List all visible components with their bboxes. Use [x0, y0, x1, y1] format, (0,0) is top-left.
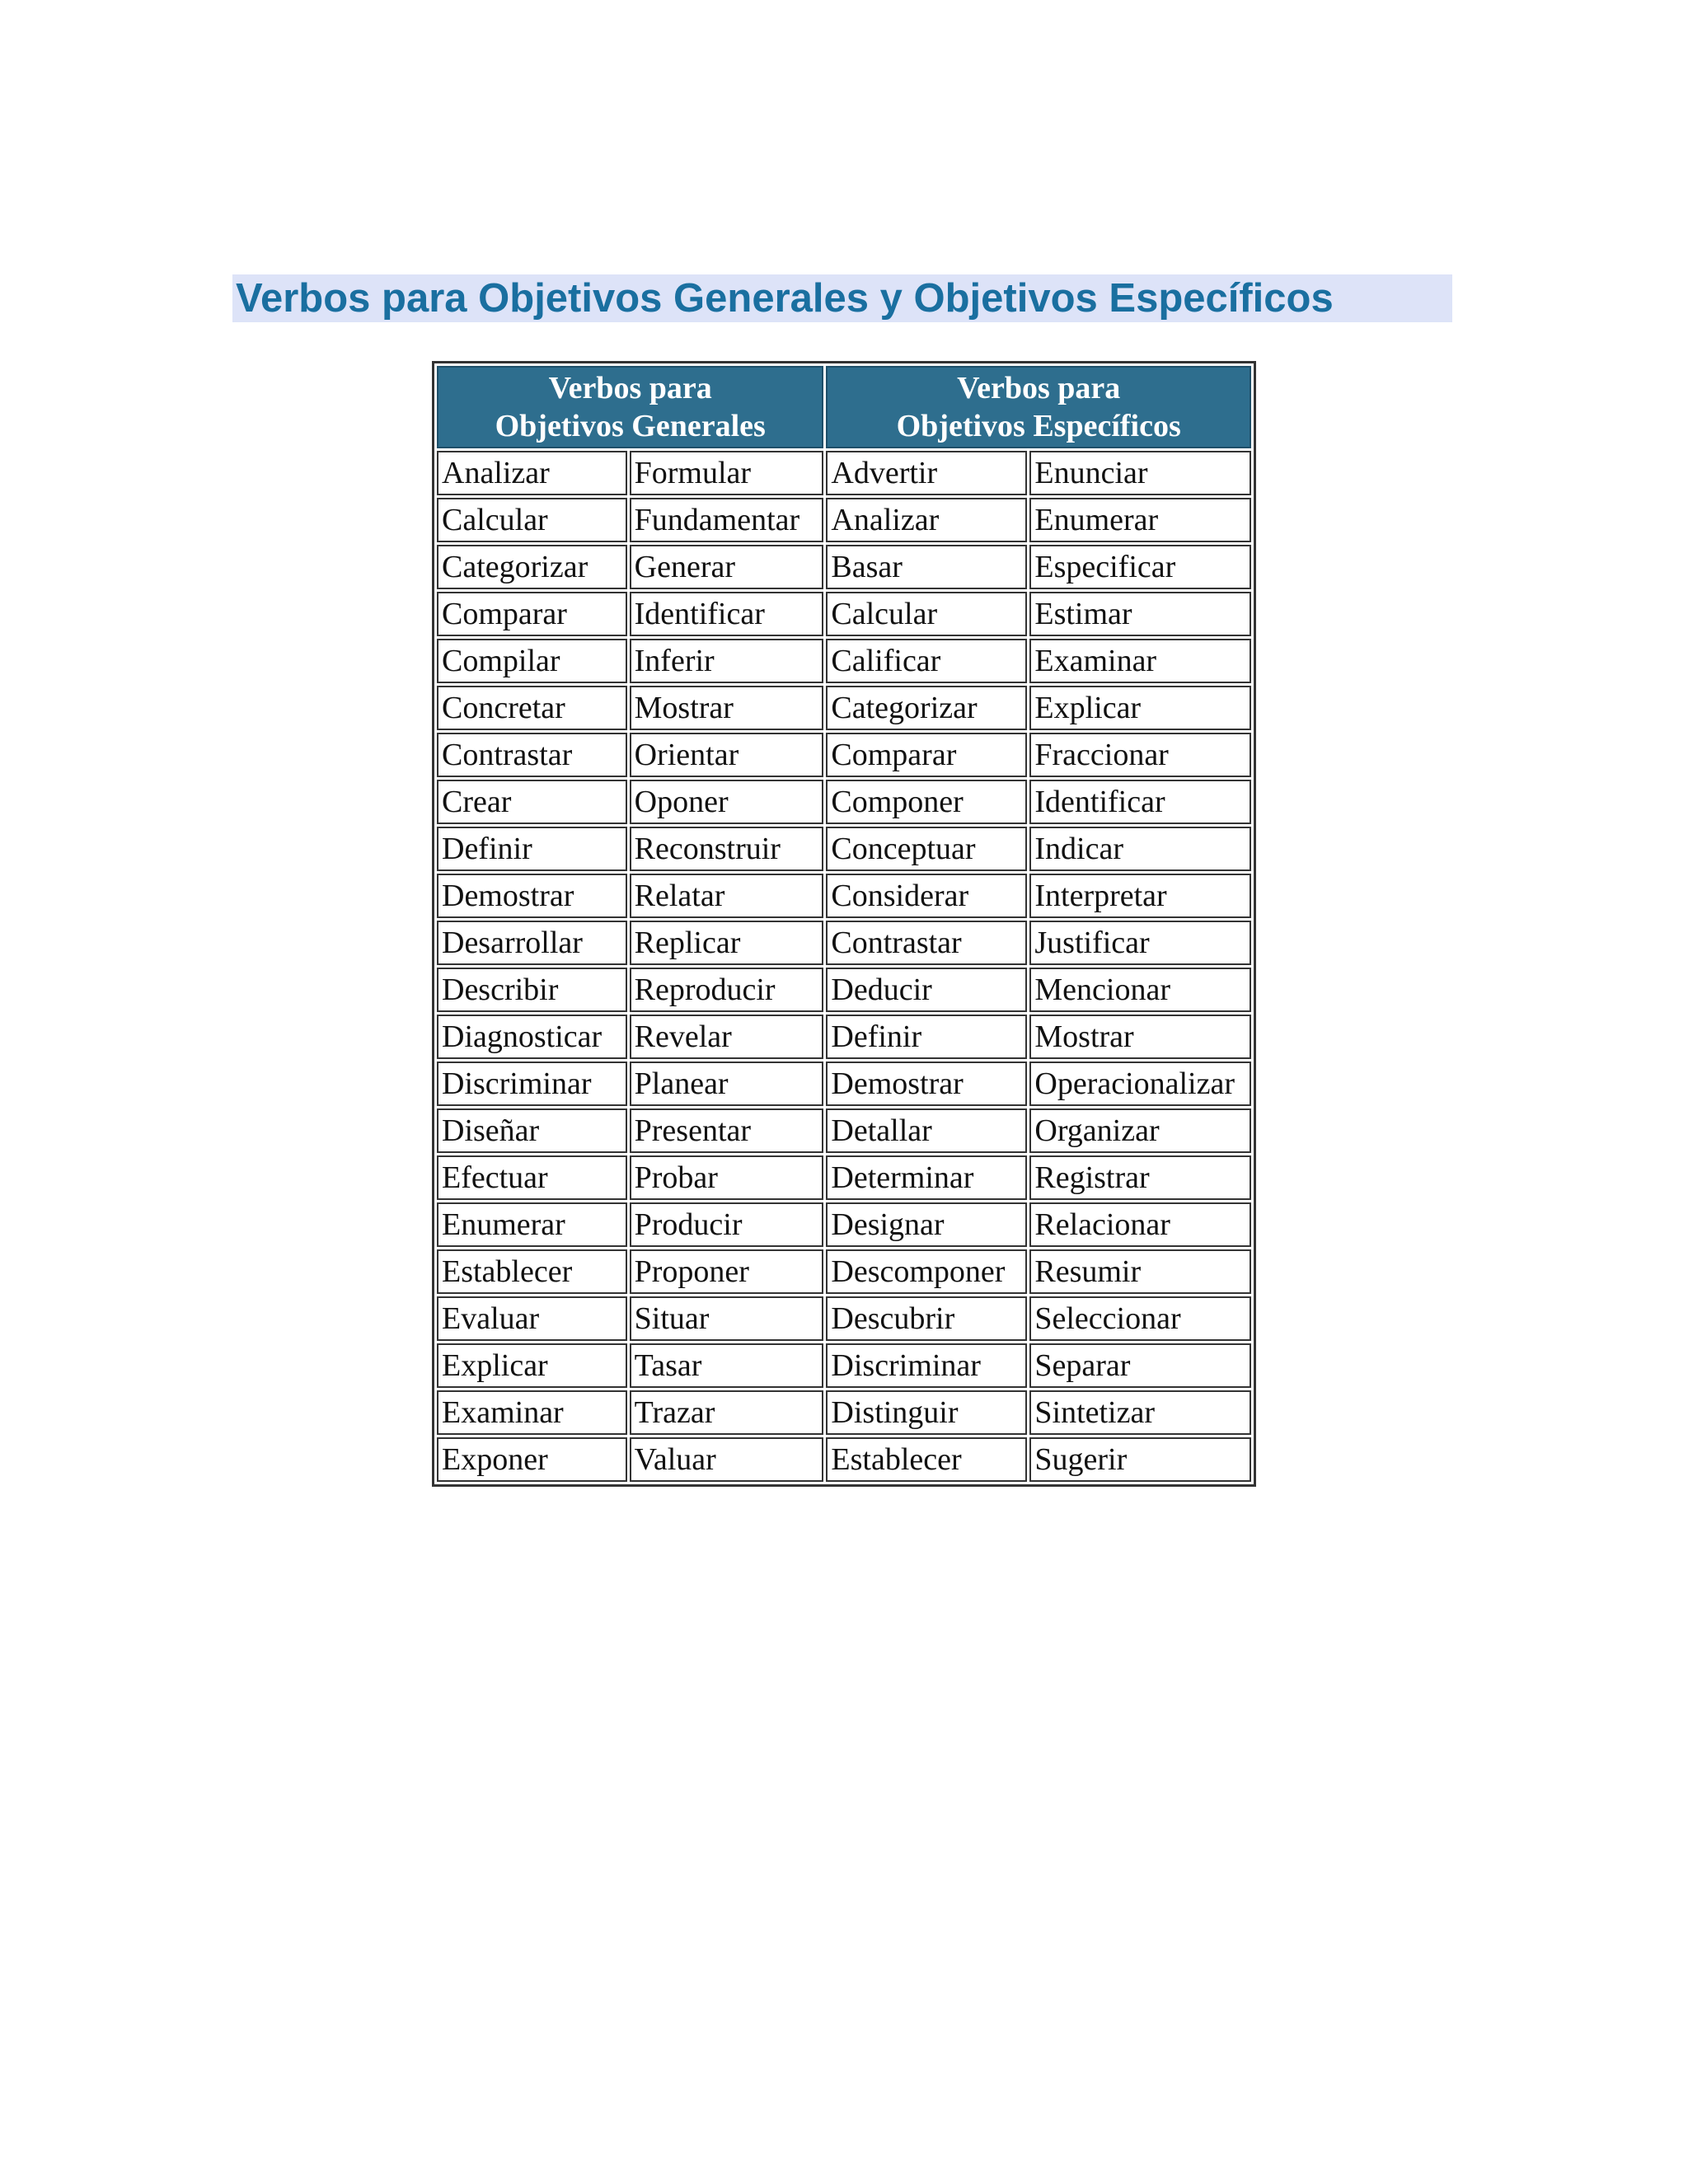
table-row	[437, 1108, 1251, 1153]
table-cell: Detallar	[826, 1108, 1027, 1153]
table-cell: Estimar	[1029, 592, 1251, 636]
table-row	[437, 498, 1251, 542]
table-cell: Producir	[630, 1202, 824, 1247]
table-row	[437, 1296, 1251, 1341]
table-cell: Reproducir	[630, 968, 824, 1012]
table-cell: Probar	[630, 1155, 824, 1200]
table-cell: Descubrir	[826, 1296, 1027, 1341]
table-cell: Designar	[826, 1202, 1027, 1247]
table-row	[437, 874, 1251, 918]
table-row	[437, 1390, 1251, 1435]
table-cell: Diseñar	[437, 1108, 627, 1153]
table-cell: Calcular	[437, 498, 627, 542]
table-cell: Concretar	[437, 686, 627, 730]
table-cell: Comparar	[437, 592, 627, 636]
table-cell: Situar	[630, 1296, 824, 1341]
table-cell: Discriminar	[437, 1062, 627, 1106]
table-cell: Relatar	[630, 874, 824, 918]
table-cell: Presentar	[630, 1108, 824, 1153]
table-cell: Inferir	[630, 639, 824, 683]
table-row	[437, 1202, 1251, 1247]
table-cell: Definir	[826, 1015, 1027, 1059]
table-cell: Mostrar	[1029, 1015, 1251, 1059]
table-row	[437, 639, 1251, 683]
table-cell: Mostrar	[630, 686, 824, 730]
table-cell: Categorizar	[826, 686, 1027, 730]
table-cell: Desarrollar	[437, 921, 627, 965]
table-row	[437, 827, 1251, 871]
table-cell: Distinguir	[826, 1390, 1027, 1435]
table-cell: Revelar	[630, 1015, 824, 1059]
table-cell: Establecer	[437, 1249, 627, 1294]
table-cell: Explicar	[1029, 686, 1251, 730]
table-cell: Tasar	[630, 1343, 824, 1388]
header-objetivos-especificos	[826, 366, 1251, 448]
header-line: Verbos para	[548, 371, 712, 405]
table-cell: Generar	[630, 545, 824, 589]
table-cell: Compilar	[437, 639, 627, 683]
table-cell: Contrastar	[437, 733, 627, 777]
table-row	[437, 780, 1251, 824]
header-objetivos-generales	[437, 366, 823, 448]
table-cell: Componer	[826, 780, 1027, 824]
table-cell: Replicar	[630, 921, 824, 965]
table-cell: Definir	[437, 827, 627, 871]
table-row	[437, 733, 1251, 777]
table-cell: Identificar	[1029, 780, 1251, 824]
table-row	[437, 1343, 1251, 1388]
table-cell: Resumir	[1029, 1249, 1251, 1294]
table-row	[437, 1015, 1251, 1059]
table-cell: Considerar	[826, 874, 1027, 918]
table-cell: Determinar	[826, 1155, 1027, 1200]
header-line: Verbos para	[957, 371, 1121, 405]
table-cell: Demostrar	[826, 1062, 1027, 1106]
table-row	[437, 545, 1251, 589]
table-row	[437, 686, 1251, 730]
page-title: Verbos para Objetivos Generales y Objetivos Específicos	[232, 274, 1452, 322]
table-row	[437, 1249, 1251, 1294]
table-row	[437, 1062, 1251, 1106]
table-cell: Describir	[437, 968, 627, 1012]
table-cell: Reconstruir	[630, 827, 824, 871]
table-cell: Comparar	[826, 733, 1027, 777]
table-cell: Efectuar	[437, 1155, 627, 1200]
table-row	[437, 451, 1251, 495]
table-cell: Relacionar	[1029, 1202, 1251, 1247]
header-line: Objetivos Generales	[495, 409, 766, 443]
table-cell: Diagnosticar	[437, 1015, 627, 1059]
table-cell: Categorizar	[437, 545, 627, 589]
table-body	[437, 451, 1251, 1482]
header-line: Objetivos Específicos	[896, 409, 1181, 443]
table-cell: Enumerar	[437, 1202, 627, 1247]
table-cell: Sintetizar	[1029, 1390, 1251, 1435]
table-cell: Basar	[826, 545, 1027, 589]
table-cell: Planear	[630, 1062, 824, 1106]
table-row	[437, 968, 1251, 1012]
table-cell: Calcular	[826, 592, 1027, 636]
table-cell: Especificar	[1029, 545, 1251, 589]
table-cell: Formular	[630, 451, 824, 495]
table-cell: Deducir	[826, 968, 1027, 1012]
table-cell: Descomponer	[826, 1249, 1027, 1294]
table-row	[437, 921, 1251, 965]
table-cell: Seleccionar	[1029, 1296, 1251, 1341]
table-cell: Sugerir	[1029, 1437, 1251, 1482]
table-cell: Establecer	[826, 1437, 1027, 1482]
table-cell: Registrar	[1029, 1155, 1251, 1200]
table-cell: Enumerar	[1029, 498, 1251, 542]
table-cell: Orientar	[630, 733, 824, 777]
table-cell: Analizar	[826, 498, 1027, 542]
table-cell: Organizar	[1029, 1108, 1251, 1153]
table-cell: Mencionar	[1029, 968, 1251, 1012]
table-cell: Conceptuar	[826, 827, 1027, 871]
table-cell: Fraccionar	[1029, 733, 1251, 777]
table-cell: Demostrar	[437, 874, 627, 918]
table-cell: Evaluar	[437, 1296, 627, 1341]
table-cell: Oponer	[630, 780, 824, 824]
table-row	[437, 592, 1251, 636]
table-header-row	[437, 366, 1251, 448]
table-cell: Operacionalizar	[1029, 1062, 1251, 1106]
table-cell: Contrastar	[826, 921, 1027, 965]
table-cell: Enunciar	[1029, 451, 1251, 495]
table-cell: Proponer	[630, 1249, 824, 1294]
table-cell: Exponer	[437, 1437, 627, 1482]
table-cell: Examinar	[437, 1390, 627, 1435]
table-cell: Trazar	[630, 1390, 824, 1435]
table-cell: Examinar	[1029, 639, 1251, 683]
verbs-table	[432, 361, 1256, 1487]
table-cell: Crear	[437, 780, 627, 824]
table-cell: Separar	[1029, 1343, 1251, 1388]
table-cell: Identificar	[630, 592, 824, 636]
table-cell: Analizar	[437, 451, 627, 495]
table-cell: Justificar	[1029, 921, 1251, 965]
table-cell: Advertir	[826, 451, 1027, 495]
table-cell: Explicar	[437, 1343, 627, 1388]
table-cell: Indicar	[1029, 827, 1251, 871]
table-cell: Discriminar	[826, 1343, 1027, 1388]
table-cell: Interpretar	[1029, 874, 1251, 918]
table-cell: Fundamentar	[630, 498, 824, 542]
table-row	[437, 1155, 1251, 1200]
table-cell: Calificar	[826, 639, 1027, 683]
table-row	[437, 1437, 1251, 1482]
table-cell: Valuar	[630, 1437, 824, 1482]
